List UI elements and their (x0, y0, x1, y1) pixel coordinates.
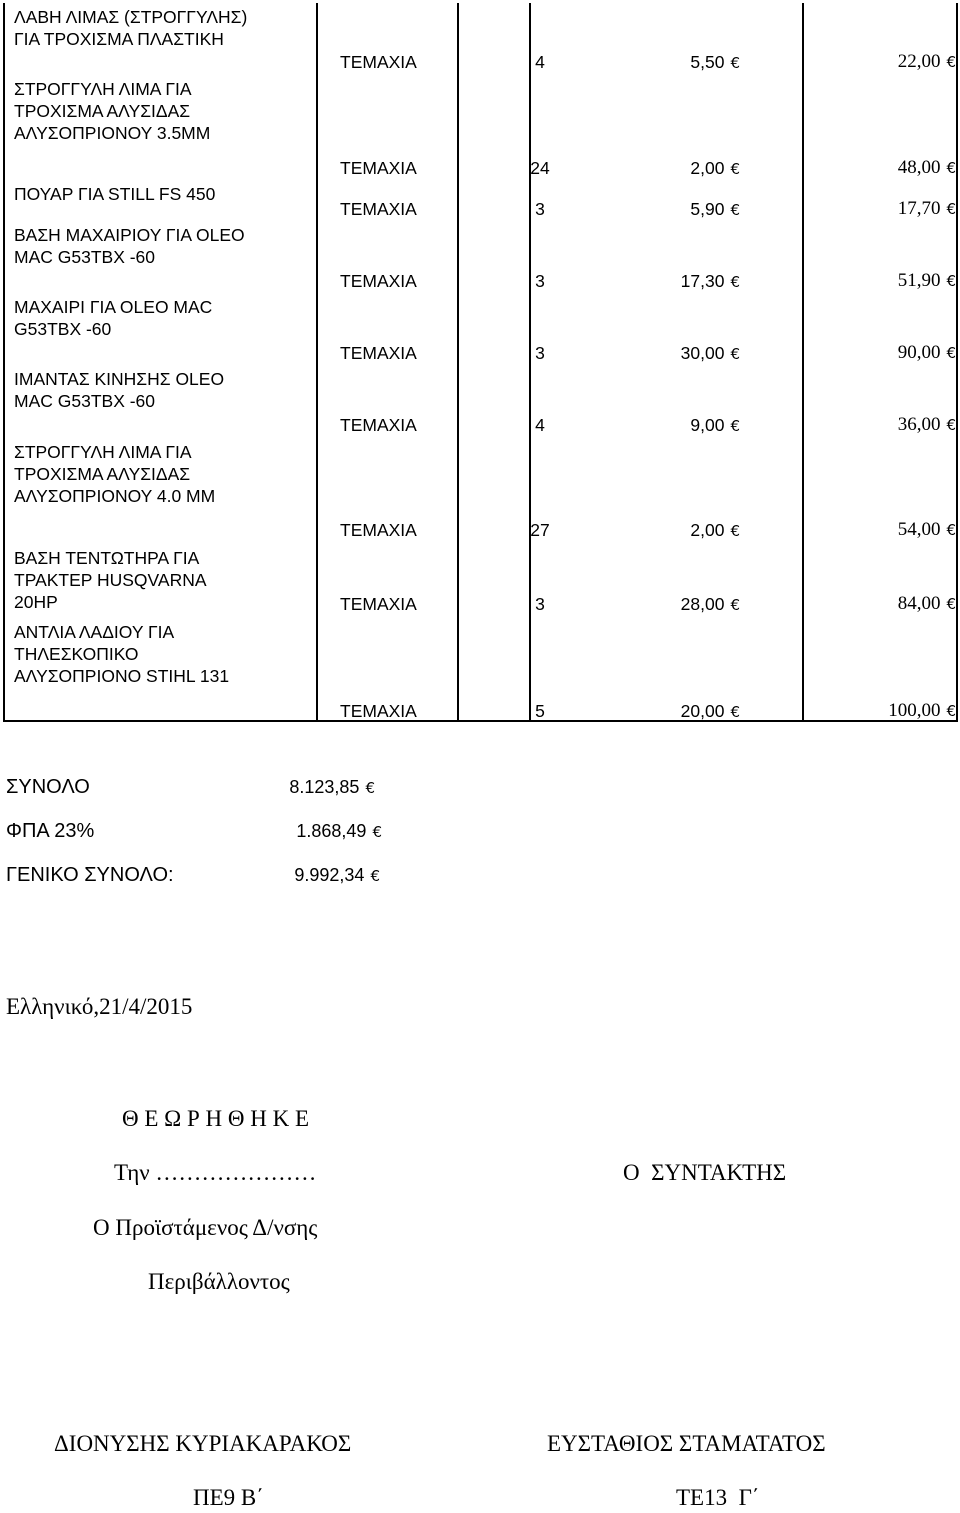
subtotal-value: 8.123,85 € (289, 777, 375, 797)
author-name: ΕΥΣΤΑΘΙΟΣ ΣΤΑΜΑΤΑΤΟΣ (547, 1431, 826, 1456)
euro-icon: € (365, 779, 375, 797)
item-description: ΜΑΧΑΙΡΙ ΓΙΑ OLEO MAC G53TBX -60 (14, 297, 213, 339)
item-unit: ΤΕΜΑΧΙΑ (340, 520, 417, 540)
item-quantity: 3 (535, 343, 545, 363)
euro-icon: € (730, 201, 740, 219)
euro-icon: € (730, 54, 740, 72)
item-quantity: 3 (535, 271, 545, 291)
table-border-right (956, 3, 958, 722)
approval-name: ΔΙΟΝΥΣΗΣ ΚΥΡΙΑΚΑΡΑΚΟΣ (54, 1431, 352, 1456)
item-total: 36,00 € (897, 414, 956, 435)
item-unit: ΤΕΜΑΧΙΑ (340, 52, 417, 72)
euro-icon: € (946, 521, 956, 539)
euro-icon: € (946, 53, 956, 71)
approval-date-line: Την ………………… (114, 1160, 317, 1185)
euro-icon: € (372, 823, 382, 841)
item-quantity: 27 (530, 520, 550, 540)
item-description: ΙΜΑΝΤΑΣ ΚΙΝΗΣΗΣ OLEO MAC G53TBX -60 (14, 369, 225, 411)
item-unit: ΤΕΜΑΧΙΑ (340, 415, 417, 435)
approval-rank: ΠΕ9 Β΄ (193, 1485, 264, 1510)
euro-icon: € (730, 417, 740, 435)
item-description: ΒΑΣΗ ΤΕΝΤΩΤΗΡΑ ΓΙΑ ΤΡΑΚΤΕΡ HUSQVARNA 20HP (14, 548, 207, 612)
euro-icon: € (730, 160, 740, 178)
item-quantity: 5 (535, 701, 545, 721)
item-total: 90,00 € (897, 342, 956, 363)
item-unit: ΤΕΜΑΧΙΑ (340, 271, 417, 291)
item-unit: ΤΕΜΑΧΙΑ (340, 594, 417, 614)
item-description: ΣΤΡΟΓΓΥΛΗ ΛΙΜΑ ΓΙΑ ΤΡΟΧΙΣΜΑ ΑΛΥΣΙΔΑΣ ΑΛΥΣΟΠΡΙΟΝΟΥ 4.0 ΜΜ (14, 442, 216, 506)
item-unit-price: 9,00 € (690, 415, 740, 435)
euro-icon: € (946, 702, 956, 720)
place-date: Ελληνικό,21/4/2015 (6, 994, 193, 1019)
item-description: ΑΝΤΛΙΑ ΛΑΔΙΟΥ ΓΙΑ ΤΗΛΕΣΚΟΠΙΚΟ ΑΛΥΣΟΠΡΙΟΝΟ STIHL 131 (14, 622, 230, 686)
author-rank: ΤΕ13 Γ΄ (676, 1485, 760, 1510)
euro-icon: € (946, 416, 956, 434)
item-total: 17,70 € (897, 198, 956, 219)
item-unit-price: 5,50 € (690, 52, 740, 72)
item-unit-price: 28,00 € (680, 594, 740, 614)
approval-title: Θ Ε Ω Ρ Η Θ Η Κ Ε (122, 1106, 310, 1131)
item-unit-price: 5,90 € (690, 199, 740, 219)
item-unit: ΤΕΜΑΧΙΑ (340, 701, 417, 721)
item-unit-price: 30,00 € (680, 343, 740, 363)
item-quantity: 4 (535, 52, 545, 72)
item-quantity: 24 (530, 158, 550, 178)
item-total: 54,00 € (897, 519, 956, 540)
item-unit-price: 2,00 € (690, 158, 740, 178)
item-total: 22,00 € (897, 51, 956, 72)
euro-icon: € (730, 703, 740, 721)
table-divider-unit (457, 3, 459, 722)
item-description: ΒΑΣΗ ΜΑΧΑΙΡΙΟΥ ΓΙΑ OLEO MAC G53TBX -60 (14, 225, 245, 267)
euro-icon: € (946, 595, 956, 613)
item-unit: ΤΕΜΑΧΙΑ (340, 199, 417, 219)
item-unit-price: 20,00 € (680, 701, 740, 721)
euro-icon: € (730, 345, 740, 363)
table-divider-description (316, 3, 318, 722)
table-border-left (3, 3, 5, 722)
item-unit: ΤΕΜΑΧΙΑ (340, 158, 417, 178)
grand-total-value: 9.992,34 € (294, 865, 380, 885)
euro-icon: € (946, 344, 956, 362)
item-total: 48,00 € (897, 157, 956, 178)
item-total: 51,90 € (897, 270, 956, 291)
euro-icon: € (946, 272, 956, 290)
vat-label: ΦΠΑ 23% (6, 820, 95, 842)
item-total: 84,00 € (897, 593, 956, 614)
euro-icon: € (730, 522, 740, 540)
item-total: 100,00 € (888, 700, 956, 721)
euro-icon: € (946, 200, 956, 218)
euro-icon: € (946, 159, 956, 177)
item-quantity: 3 (535, 199, 545, 219)
author-title: Ο ΣΥΝΤΑΚΤΗΣ (623, 1160, 787, 1185)
euro-icon: € (370, 867, 380, 885)
item-description: ΠΟΥΑΡ ΓΙΑ STILL FS 450 (14, 184, 216, 204)
euro-icon: € (730, 596, 740, 614)
item-quantity: 4 (535, 415, 545, 435)
item-description: ΛΑΒΗ ΛΙΜΑΣ (ΣΤΡΟΓΓΥΛΗΣ) ΓΙΑ ΤΡΟΧΙΣΜΑ ΠΛΑΣΤΙΚΗ (14, 7, 248, 49)
vat-value: 1.868,49 € (296, 821, 382, 841)
item-unit: ΤΕΜΑΧΙΑ (340, 343, 417, 363)
approval-role-line2: Περιβάλλοντος (148, 1269, 290, 1294)
subtotal-label: ΣΥΝΟΛΟ (6, 776, 90, 798)
euro-icon: € (730, 273, 740, 291)
grand-total-label: ΓΕΝΙΚΟ ΣΥΝΟΛΟ: (6, 864, 174, 886)
item-quantity: 3 (535, 594, 545, 614)
item-unit-price: 17,30 € (680, 271, 740, 291)
item-unit-price: 2,00 € (690, 520, 740, 540)
approval-role-line1: Ο Προϊστάμενος Δ/νσης (93, 1215, 318, 1240)
item-description: ΣΤΡΟΓΓΥΛΗ ΛΙΜΑ ΓΙΑ ΤΡΟΧΙΣΜΑ ΑΛΥΣΙΔΑΣ ΑΛΥΣΟΠΡΙΟΝΟΥ 3.5ΜΜ (14, 79, 211, 143)
